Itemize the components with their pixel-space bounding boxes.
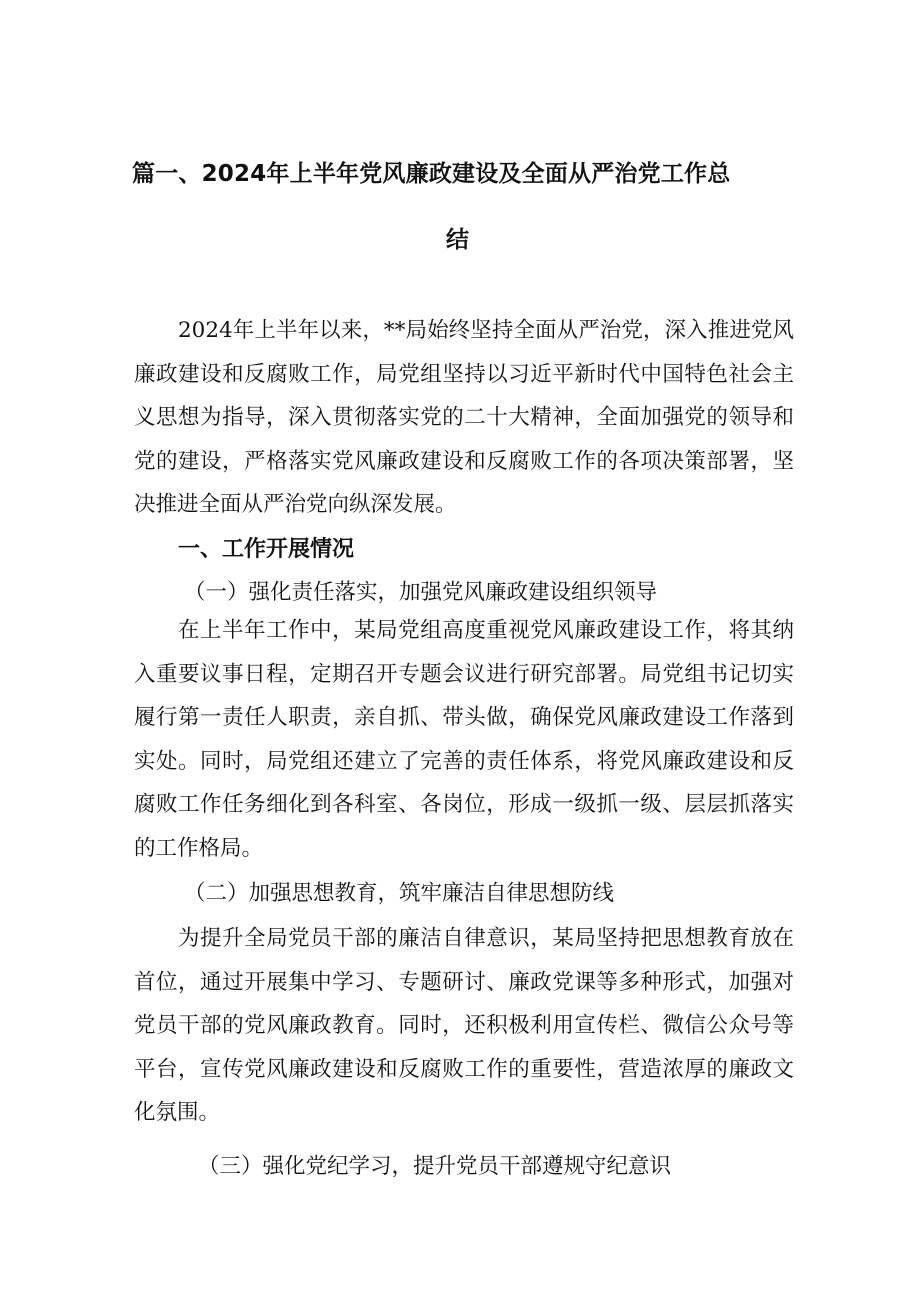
document-title-line2: 结 [446,227,470,253]
document-title-line1: 篇一、2024年上半年党风廉政建设及全面从严治党工作总 [132,161,731,187]
section-heading-work-status: 一、工作开展情况 [178,537,355,562]
subsection-paragraph-responsibility: 在上半年工作中，某局党组高度重视党风廉政建设工作，将其纳入重要议事日程，定期召开专题会议进行研究部署。局党组书记切实履行第一责任人职责，亲自抓、带头做，确保党风廉政建设工作落到实处。同时，局党组还建立了完善的责任体系，将党风廉政建设和反腐败工作任务细化到各科室、各岗位，形成一级抓一级、层层抓落实的工作格局。 [134,618,794,861]
subsection-heading-responsibility: （一）强化责任落实，加强党风廉政建设组织领导 [184,580,658,605]
intro-paragraph: 2024年上半年以来，**局始终坚持全面从严治党，深入推进党风廉政建设和反腐败工作，局党组坚持以习近平新时代中国特色社会主义思想为指导，深入贯彻落实党的二十大精神，全面加强党的领导和党的建设，严格落实党风廉政建设和反腐败工作的各项决策部署，坚决推进全面从严治党向纵深发展。 [134,318,794,517]
subsection-paragraph-education: 为提升全局党员干部的廉洁自律意识，某局坚持把思想教育放在首位，通过开展集中学习、专题研讨、廉政党课等多种形式，加强对党员干部的党风廉政教育。同时，还积极利用宣传栏、微信公众号等平台，宣传党风廉政建设和反腐败工作的重要性，营造浓厚的廉政文化氛围。 [134,926,794,1125]
subsection-heading-education: （二）加强思想教育，筑牢廉洁自律思想防线 [184,881,615,906]
subsection-heading-discipline: （三）强化党纪学习，提升党员干部遵规守纪意识 [198,1154,672,1179]
